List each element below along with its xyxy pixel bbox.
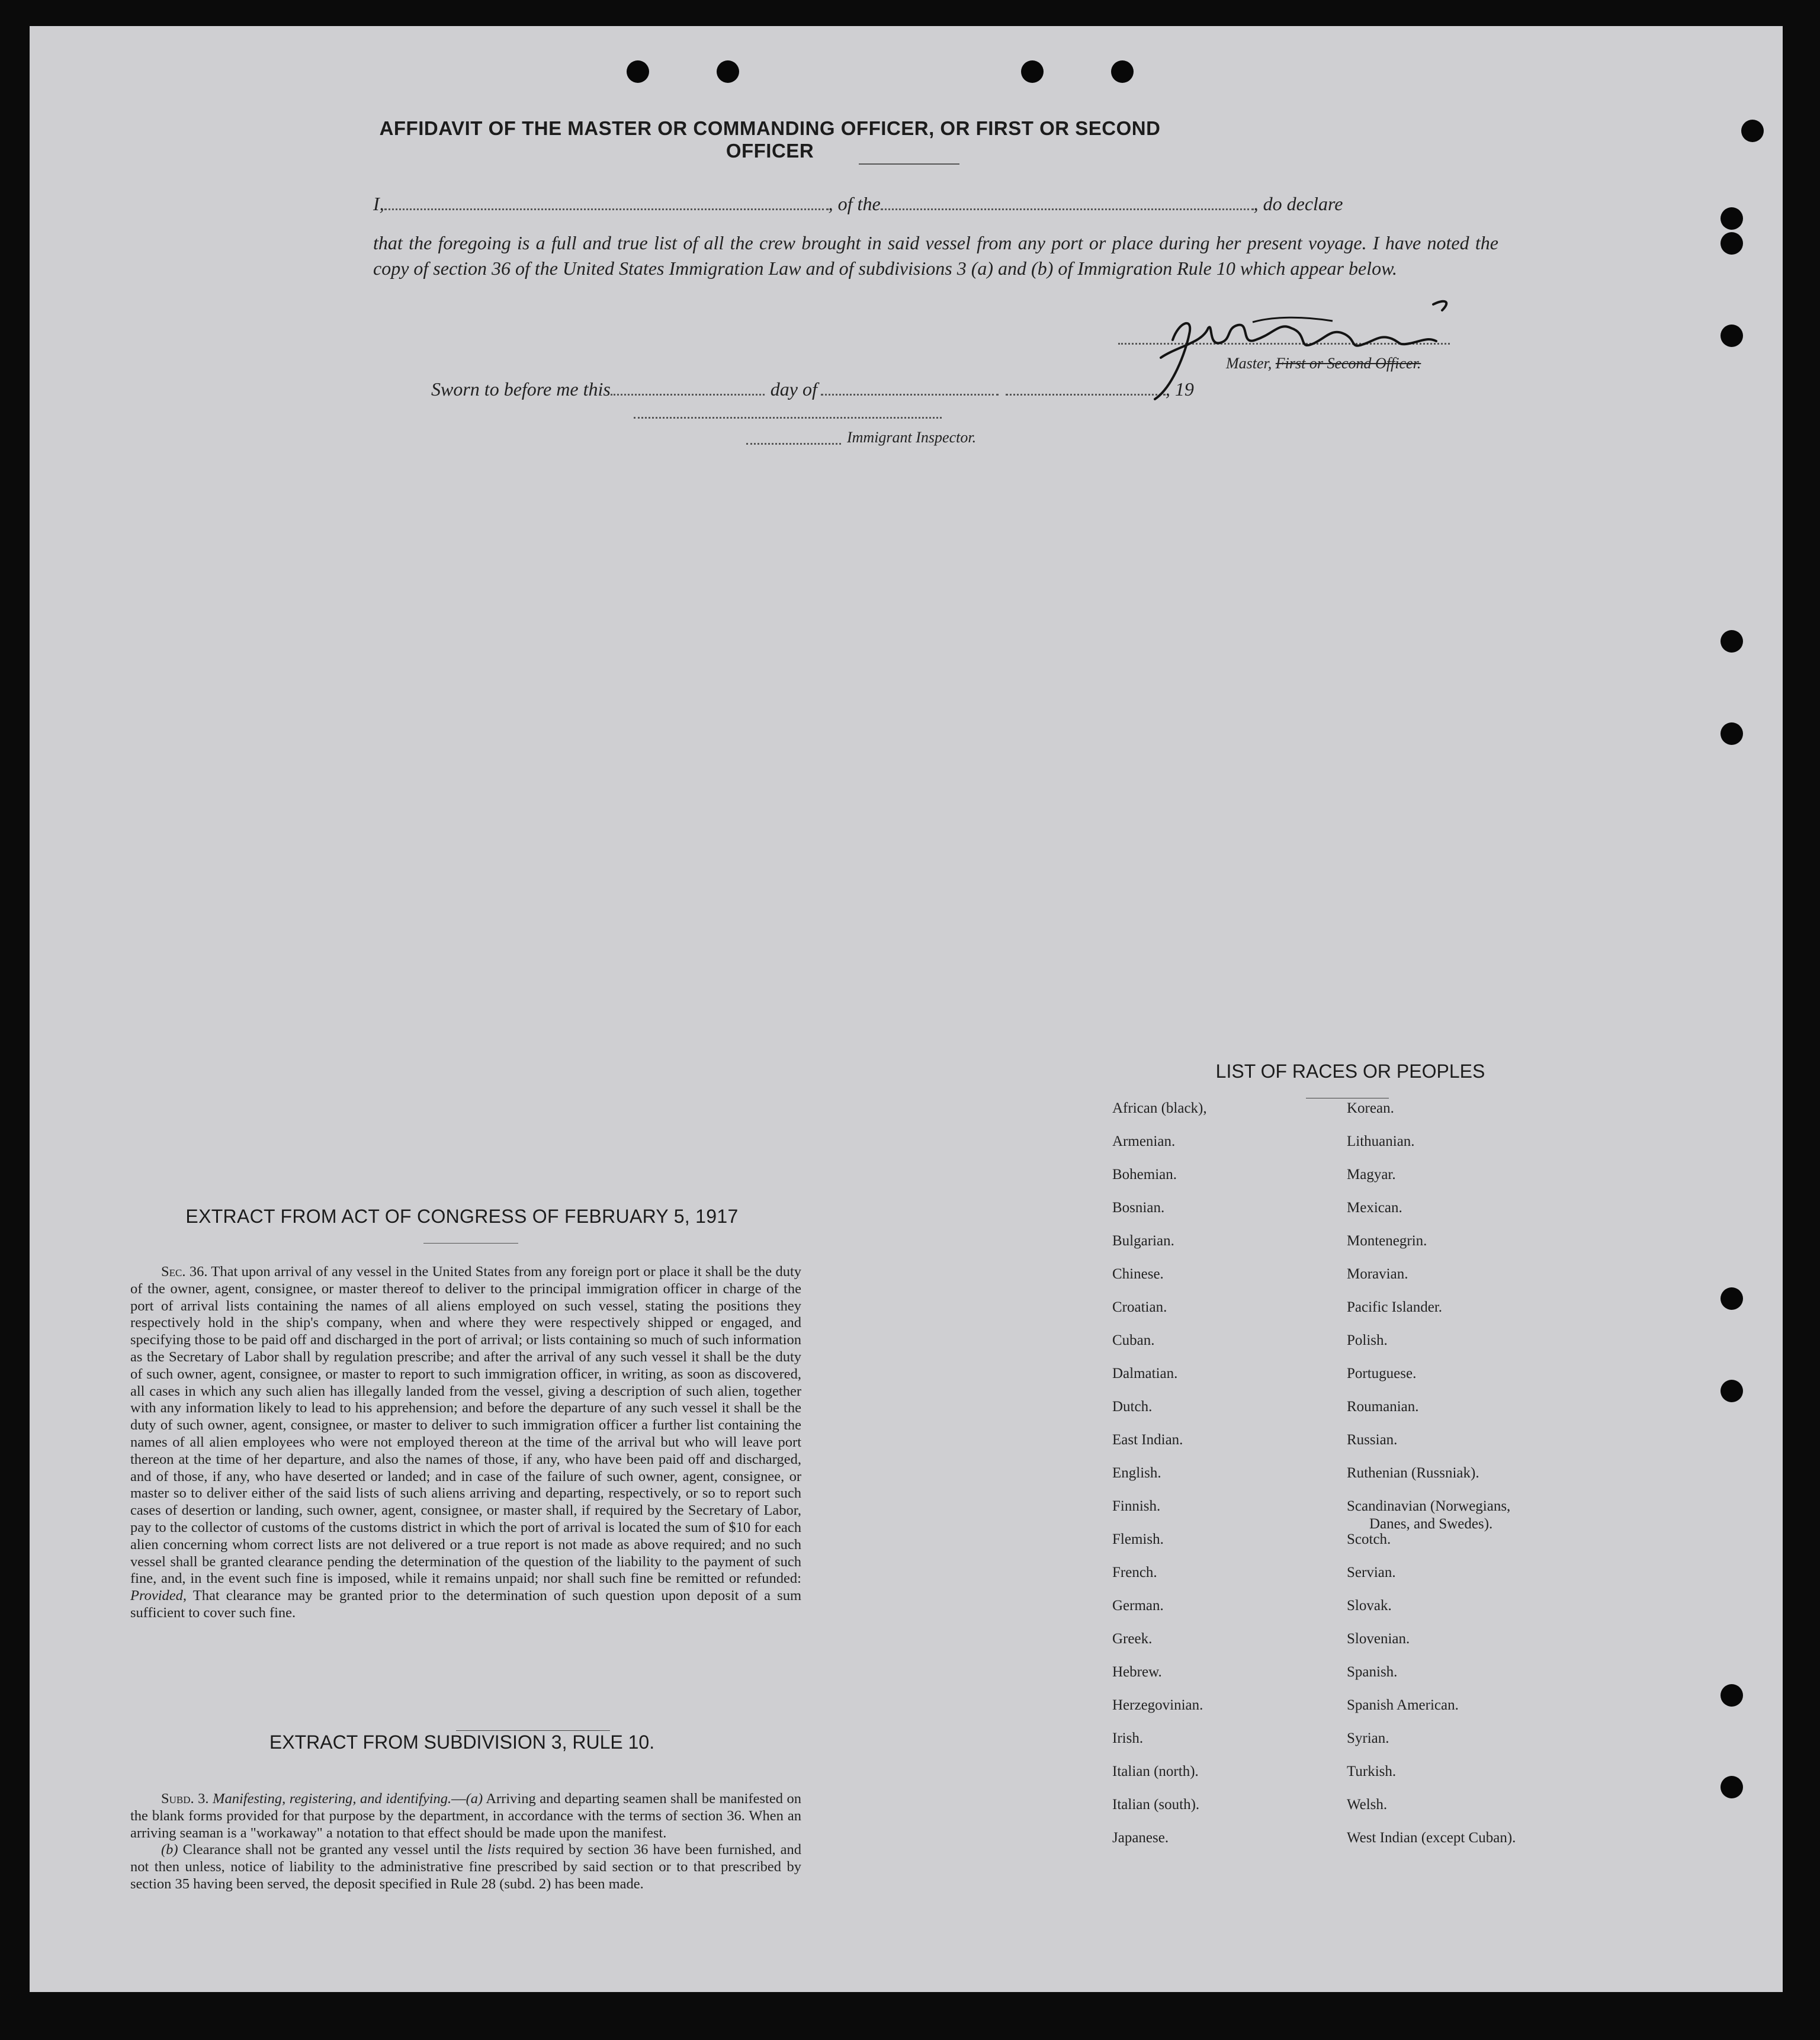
race-item: Portuguese. xyxy=(1347,1366,1417,1382)
section-36-text xyxy=(130,1264,801,1622)
punch-hole xyxy=(1721,722,1743,745)
punch-hole xyxy=(1721,1287,1743,1310)
punch-hole xyxy=(717,60,739,83)
race-item: Montenegrin. xyxy=(1347,1233,1427,1249)
races-title: LIST OF RACES OR PEOPLES xyxy=(1215,1061,1485,1082)
punch-hole xyxy=(1721,1684,1743,1707)
races-column-2 xyxy=(1347,1101,1516,1864)
vessel-blank xyxy=(881,193,1254,210)
race-item: Bohemian. xyxy=(1112,1167,1177,1183)
race-item: Hebrew. xyxy=(1112,1664,1162,1680)
race-item: Spanish. xyxy=(1347,1664,1398,1680)
struck-officer-label: First or Second Officer. xyxy=(1275,355,1421,372)
day-blank xyxy=(611,378,765,396)
section-36-body: That upon arrival of any vessel in the United States from any foreign port or place it shall be the duty of the owner, agent, consignee, or master thereof to deliver to the principal immigration officer in charge of the port of arrival lists containing the names of all aliens employed on such vessel, stating the positions they respectively hold in the ship's company, when and where they were respectively shipped or engaged, and specifying those to be paid off and discharged in the port of arrival; or lists containing so much of such information as the Secretary of Labor shall by regulation prescribe; and after the arrival of any such vessel it shall be the duty of such owner, agent, consignee, or master to report to such immigration officer, in writing, as soon as discovered, all cases in which any such alien has illegally landed from the vessel, giving a description of such alien, together with any information likely to lead to his apprehension; and before the departure of any such vessel it shall be the duty of such owner, agent, consignee, or master to deliver to such immigration officer a further list containing the names of all alien employees who were not employed thereon at the time of the arrival but who will leave port thereon at the time of her departure, and also the names of those, if any, who have been paid off and discharged, and of those, if any, who have deserted or landed; and in case of the failure of such owner, agent, consignee, or master so to deliver either of the said lists of such aliens arriving and departing, respectively, or so to report such cases of desertion or landing, such owner, agent, consignee, or master shall, if required by the Secretary of Labor, pay to the collector of customs of the customs district in which the port of arrival is located the sum of $10 for each alien concerning whom correct lists are not delivered or a true report is not made as above required; and no such vessel shall be granted clearance pending the determination of the question of the liability to the payment of such fine, and, in the event such fine is imposed, while it remains unpaid; nor shall such fine be remitted or refunded: xyxy=(130,1264,801,1587)
declaration-do-declare: , do declare xyxy=(1253,193,1343,214)
declaration-body: that the foregoing is a full and true list of all the crew brought in said vessel from any port or place during her present voyage. I have noted the copy of section 36 of the United States Immigration Law and of subdivisions 3 (a) and (b) of Immigration Rule 10 which appear below. xyxy=(373,232,1498,279)
race-item: English. xyxy=(1112,1465,1161,1481)
race-item: Russian. xyxy=(1347,1432,1398,1448)
punch-hole xyxy=(1741,120,1764,142)
race-item: Welsh. xyxy=(1347,1797,1388,1813)
race-item: Roumanian. xyxy=(1347,1399,1419,1415)
punch-hole xyxy=(1721,1380,1743,1402)
punch-hole xyxy=(1721,325,1743,347)
race-item: Flemish. xyxy=(1112,1531,1164,1547)
race-item: Japanese. xyxy=(1112,1830,1169,1846)
race-item-continuation: Danes, and Swedes). xyxy=(1369,1516,1493,1532)
month-blank xyxy=(821,378,999,396)
handwritten-signature xyxy=(1137,287,1492,405)
extract-rule-title: EXTRACT FROM SUBDIVISION 3, RULE 10. xyxy=(269,1731,655,1753)
year-prefix: , 19 xyxy=(1165,378,1194,400)
punch-hole xyxy=(1721,207,1743,230)
sworn-label: Sworn to before me this xyxy=(431,378,611,400)
race-item: Korean. xyxy=(1347,1100,1394,1116)
punch-hole xyxy=(1721,630,1743,653)
subd-label: Subd. 3. xyxy=(161,1791,209,1807)
inspector-label: Immigrant Inspector. xyxy=(847,429,977,446)
race-item: Scandinavian (Norwegians, xyxy=(1347,1498,1511,1514)
race-item: Cuban. xyxy=(1112,1332,1155,1348)
declaration-line xyxy=(373,192,1510,216)
subd-heading: Manifesting, registering, and identifying. xyxy=(213,1791,452,1807)
race-item: Greek. xyxy=(1112,1631,1153,1647)
punch-hole xyxy=(1721,232,1743,255)
race-item: Slovak. xyxy=(1347,1598,1392,1614)
race-item: Syrian. xyxy=(1347,1730,1389,1746)
subd-a-label: (a) xyxy=(466,1791,483,1807)
race-item: Italian (north). xyxy=(1112,1763,1199,1779)
race-item: Bulgarian. xyxy=(1112,1233,1174,1249)
inspector-signature-line xyxy=(634,417,942,419)
subd-b-label: (b) xyxy=(161,1842,178,1858)
affidavit-title: AFFIDAVIT OF THE MASTER OR COMMANDING OFFICER, OR FIRST OR SECOND OFFICER xyxy=(379,117,1161,162)
race-item: Italian (south). xyxy=(1112,1797,1200,1813)
race-item: French. xyxy=(1112,1564,1157,1580)
title-divider xyxy=(859,163,959,165)
declaration-i: I, xyxy=(373,193,384,214)
sworn-line xyxy=(431,378,1194,400)
inspector-name-line xyxy=(746,443,841,445)
punch-hole xyxy=(1021,60,1044,83)
race-item: West Indian (except Cuban). xyxy=(1347,1830,1516,1846)
race-item: Pacific Islander. xyxy=(1347,1299,1443,1315)
punch-hole xyxy=(627,60,649,83)
punch-hole xyxy=(1111,60,1134,83)
race-item: Finnish. xyxy=(1112,1498,1161,1514)
race-item: Dutch. xyxy=(1112,1399,1153,1415)
race-item: Chinese. xyxy=(1112,1266,1164,1282)
race-item: East Indian. xyxy=(1112,1432,1183,1448)
subd-b-text-1: Clearance shall not be granted any vessel until the xyxy=(182,1842,483,1858)
race-item: Irish. xyxy=(1112,1730,1144,1746)
race-item: Croatian. xyxy=(1112,1299,1167,1315)
race-item: Dalmatian. xyxy=(1112,1366,1178,1382)
race-item: Lithuanian. xyxy=(1347,1133,1415,1149)
race-item: Ruthenian (Russniak). xyxy=(1347,1465,1479,1481)
race-item: Polish. xyxy=(1347,1332,1388,1348)
race-item: Moravian. xyxy=(1347,1266,1408,1282)
day-of-label: day of xyxy=(770,378,817,400)
provided-label: Provided, xyxy=(130,1588,187,1604)
race-item: Scotch. xyxy=(1347,1531,1391,1547)
race-item: Spanish American. xyxy=(1347,1697,1459,1713)
extract-divider xyxy=(456,1730,610,1731)
race-item: Slovenian. xyxy=(1347,1631,1410,1647)
subdivision-3-text: Subd. 3. Manifesting, registering, and identifying.—(a) Arriving and departing seamen shall be manifested on the blank forms provided for that purpose by the department, in accordance with the terms of section 36. When an arriving seaman is a "workaway" a notation to that effect should be made upon the manifest. (b) Clearance shall not be granted any vessel until the lists required by section 36 have been furnished, and not then unless, notice of liability to the administrative fine prescribed by said section or to that prescribed by section 35 having been served, the deposit specified in Rule 28 (subd. 2) has been made. xyxy=(130,1791,802,1892)
races-column-1 xyxy=(1112,1101,1207,1864)
punch-hole xyxy=(1721,1776,1743,1798)
race-item: Turkish. xyxy=(1347,1763,1397,1779)
race-item: Magyar. xyxy=(1347,1167,1396,1183)
extract-act-divider xyxy=(423,1243,518,1244)
section-label: Sec. 36. xyxy=(161,1264,208,1280)
subd-a-text: Arriving and departing seamen shall be manifested on the blank forms provided for that purpose by the department, in accordance with the terms of section 36. When an arriving seaman is a "workaway" a notation to that effect should be made upon the manifest. xyxy=(130,1791,801,1841)
subd-b-lists: lists xyxy=(487,1842,511,1858)
section-36-proviso: That clearance may be granted prior to the determination of such question upon deposit of a sum sufficient to cover such fine. xyxy=(130,1588,801,1621)
declaration-of-the: , of the xyxy=(828,193,881,214)
name-blank xyxy=(384,193,829,210)
subd-b-text-2: required by section 36 have been furnished, and not then unless, notice of liability to the administrative fine prescribed by said section or to that prescribed by section 35 having been served, the deposit specified in Rule 28 (subd. 2) has been made. xyxy=(130,1842,802,1892)
race-item: Bosnian. xyxy=(1112,1200,1165,1216)
race-item: African (black), xyxy=(1112,1100,1207,1116)
extract-act-title: EXTRACT FROM ACT OF CONGRESS OF FEBRUARY 5, 1917 xyxy=(185,1206,739,1227)
master-label: Master, xyxy=(1226,355,1272,372)
master-signature-label xyxy=(1226,355,1421,372)
race-item: Armenian. xyxy=(1112,1133,1176,1149)
race-item: Herzegovinian. xyxy=(1112,1697,1203,1713)
race-item: Servian. xyxy=(1347,1564,1396,1580)
race-item: German. xyxy=(1112,1598,1164,1614)
document-page xyxy=(30,26,1783,1992)
race-item: Mexican. xyxy=(1347,1200,1402,1216)
